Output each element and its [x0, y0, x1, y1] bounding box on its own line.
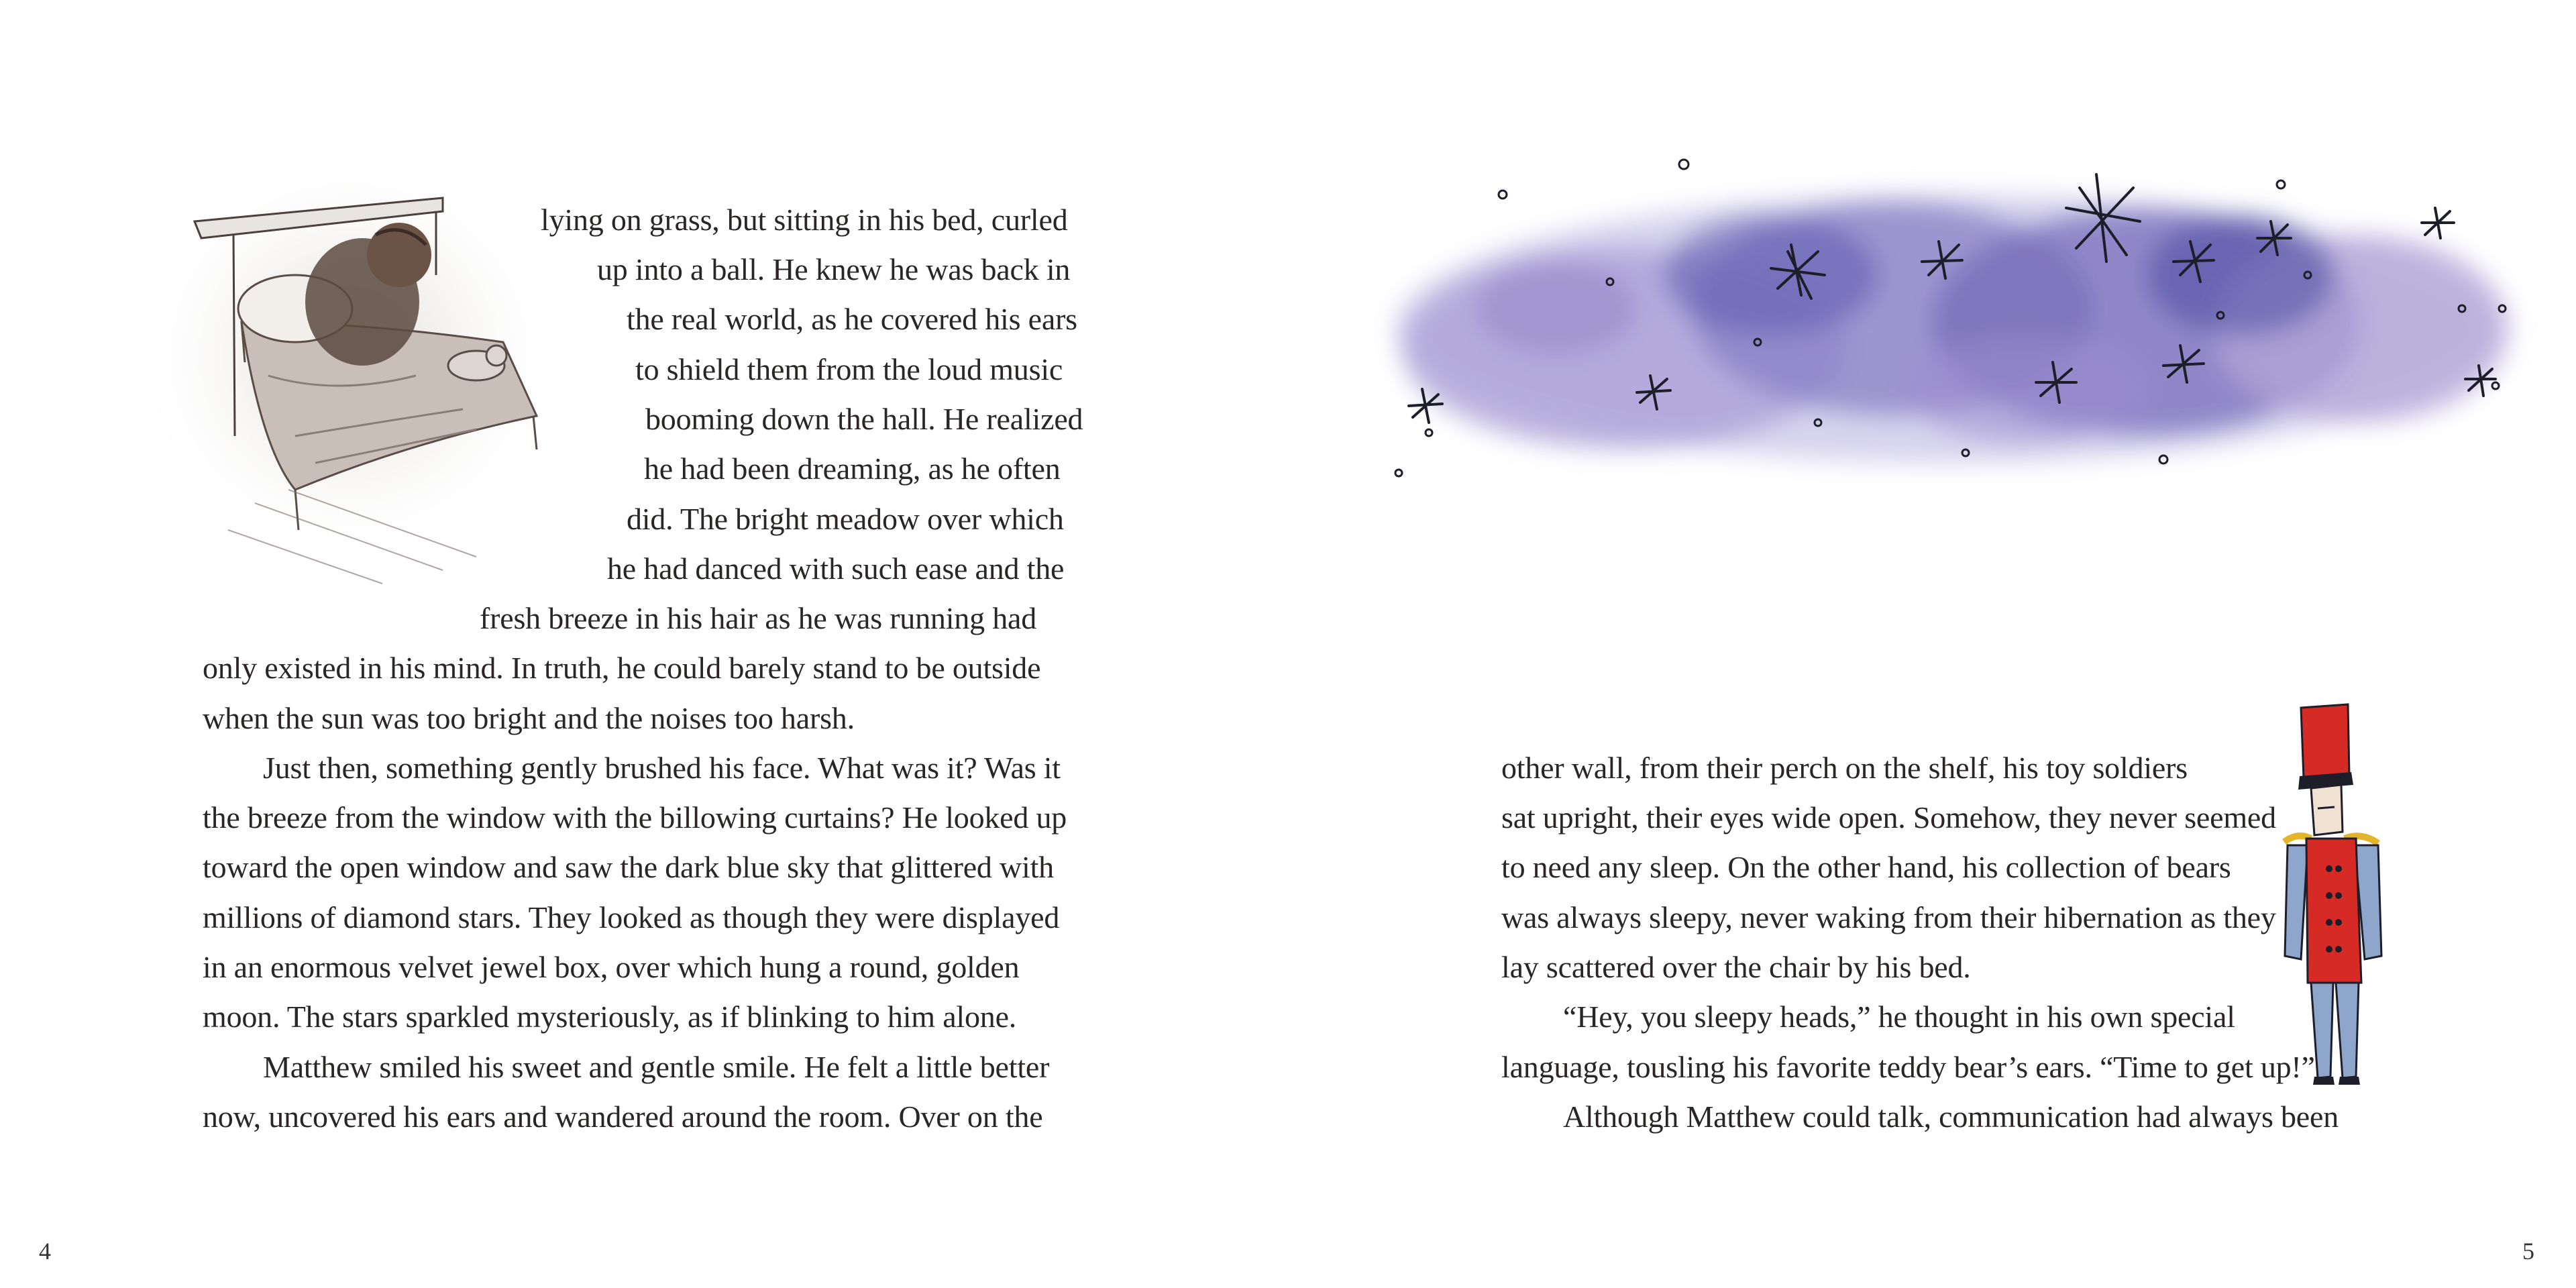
text-line: the breeze from the window with the billowing curtains? He looked up	[203, 800, 1067, 835]
page-number: 5	[2522, 1238, 2534, 1265]
text-line: toward the open window and saw the dark blue sky that glittered with	[203, 850, 1054, 884]
text-line: “Hey, you sleepy heads,” he thought in his own special	[1563, 1000, 2235, 1034]
text-line: when the sun was too bright and the noises too harsh.	[203, 701, 855, 735]
text-line: to shield them from the loud music	[635, 352, 1063, 386]
starry-sky-illustration	[1355, 107, 2536, 543]
text-line: other wall, from their perch on the shelf, his toy soldiers	[1501, 751, 2188, 785]
text-line: was always sleepy, never waking from their hibernation as they	[1501, 900, 2276, 934]
text-line: to need any sleep. On the other hand, his collection of bears	[1501, 850, 2231, 884]
text-line: Matthew smiled his sweet and gentle smile. He felt a little better	[263, 1050, 1050, 1084]
right-page	[1288, 0, 2576, 1288]
text-line: millions of diamond stars. They looked as though they were displayed	[203, 900, 1060, 934]
text-line: in an enormous velvet jewel box, over which hung a round, golden	[203, 950, 1020, 984]
text-line: lay scattered over the chair by his bed.	[1501, 950, 1971, 984]
text-line: did. The bright meadow over which	[627, 502, 1064, 536]
text-line: booming down the hall. He realized	[645, 402, 1083, 436]
text-line: Just then, something gently brushed his face. What was it? Was it	[263, 751, 1061, 785]
text-line: moon. The stars sparkled mysteriously, as if blinking to him alone.	[203, 1000, 1017, 1034]
text-line: only existed in his mind. In truth, he could barely stand to be outside	[203, 651, 1041, 685]
text-line: lying on grass, but sitting in his bed, curled	[541, 203, 1068, 237]
text-line: he had danced with such ease and the	[607, 551, 1065, 586]
page-number: 4	[39, 1238, 51, 1265]
text-line: the real world, as he covered his ears	[627, 302, 1077, 336]
text-line: fresh breeze in his hair as he was running had	[480, 601, 1037, 635]
text-line: language, tousling his favorite teddy bear’s ears. “Time to get up!”	[1501, 1050, 2315, 1084]
text-line: he had been dreaming, as he often	[644, 451, 1061, 486]
text-line: sat upright, their eyes wide open. Somehow, they never seemed	[1501, 800, 2276, 835]
text-line: up into a ball. He knew he was back in	[597, 252, 1071, 286]
toy-soldier-illustration	[2281, 701, 2388, 1090]
text-line: Although Matthew could talk, communication had always been	[1563, 1099, 2339, 1134]
boy-in-bed-illustration	[161, 154, 577, 570]
text-line: now, uncovered his ears and wandered around the room. Over on the	[203, 1099, 1043, 1134]
